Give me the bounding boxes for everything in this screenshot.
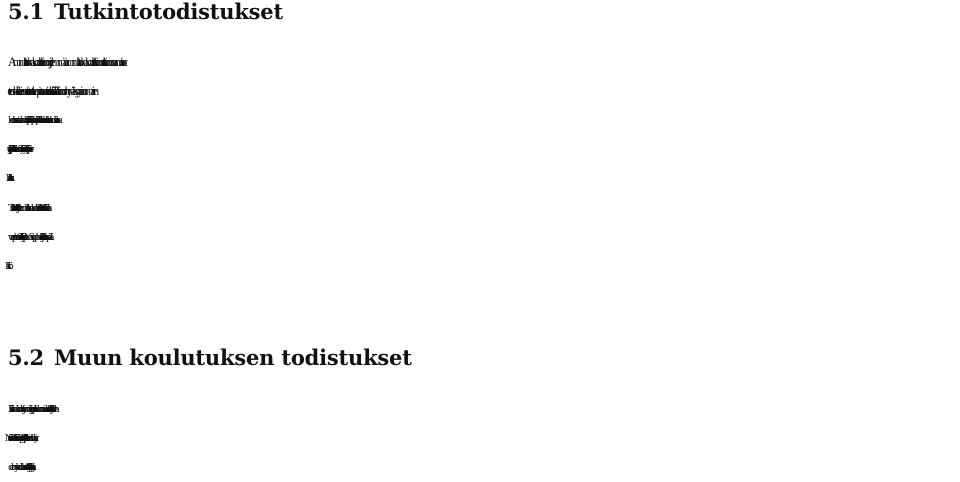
section-number: 5.2 [8, 345, 44, 370]
text-line: koulutusvastuun koulutuspäällikkö. Opintoasiainpäällikkö vahvistaa vuosittain valmistumisaikatau- [8, 115, 58, 126]
text-line: Tutkintotodistukset allekirjoittaa ammattikorkeakoulun rehtori. Tutkintotodistuksen liitteenä ole- [8, 203, 46, 214]
text-line: lun ja opiskelijapalvelut tiedottaa siitä ja muista valmistumiseen liittyvistä käytänteistä opiskelijapor- [8, 144, 29, 155]
text-line: van opintosuoritusrekisteriotteen ja Diploma Supplement -asiakirjan allekirjoittaa koulutuspääl- [8, 232, 48, 243]
section-number: 5.1 [8, 0, 44, 24]
section-title: Tutkintotodistukset [54, 0, 283, 24]
text-line: dennyskoulutuksen todistukset allekirjoittaa toimialajohtaja. [8, 462, 31, 473]
section-title: Muun koulutuksen todistukset [54, 345, 412, 370]
text-line [8, 252, 958, 281]
paragraph [8, 194, 958, 281]
text-line: Erikoistumiskoulutusten ja muiden laajojen opintokokonaisuuksien todistukset allekirjoittaa varareh- [8, 404, 55, 415]
section-heading-5-2 [8, 346, 412, 370]
section-heading-5-1 [8, 0, 283, 24]
text-line: taali Pakissa. [8, 173, 10, 184]
paragraph [8, 48, 958, 193]
text-line: tori. Näiden todistuksen liitteenä olevat opintorekisteriotteet allekirjoittaa opintosihteeri. Muun täy- [8, 433, 34, 444]
paragraph [8, 395, 958, 482]
text-line: ten on kaikkien suoritusten oltava opintosuoritusrekisterissä. Tutkinnon hyväksyy asianomaisen [8, 84, 96, 98]
text-line: Ammattikorkeakoulututkinnon ja ylemmän ammattikorkeakoulututkinnon tutkinnon saamista var- [8, 55, 124, 69]
